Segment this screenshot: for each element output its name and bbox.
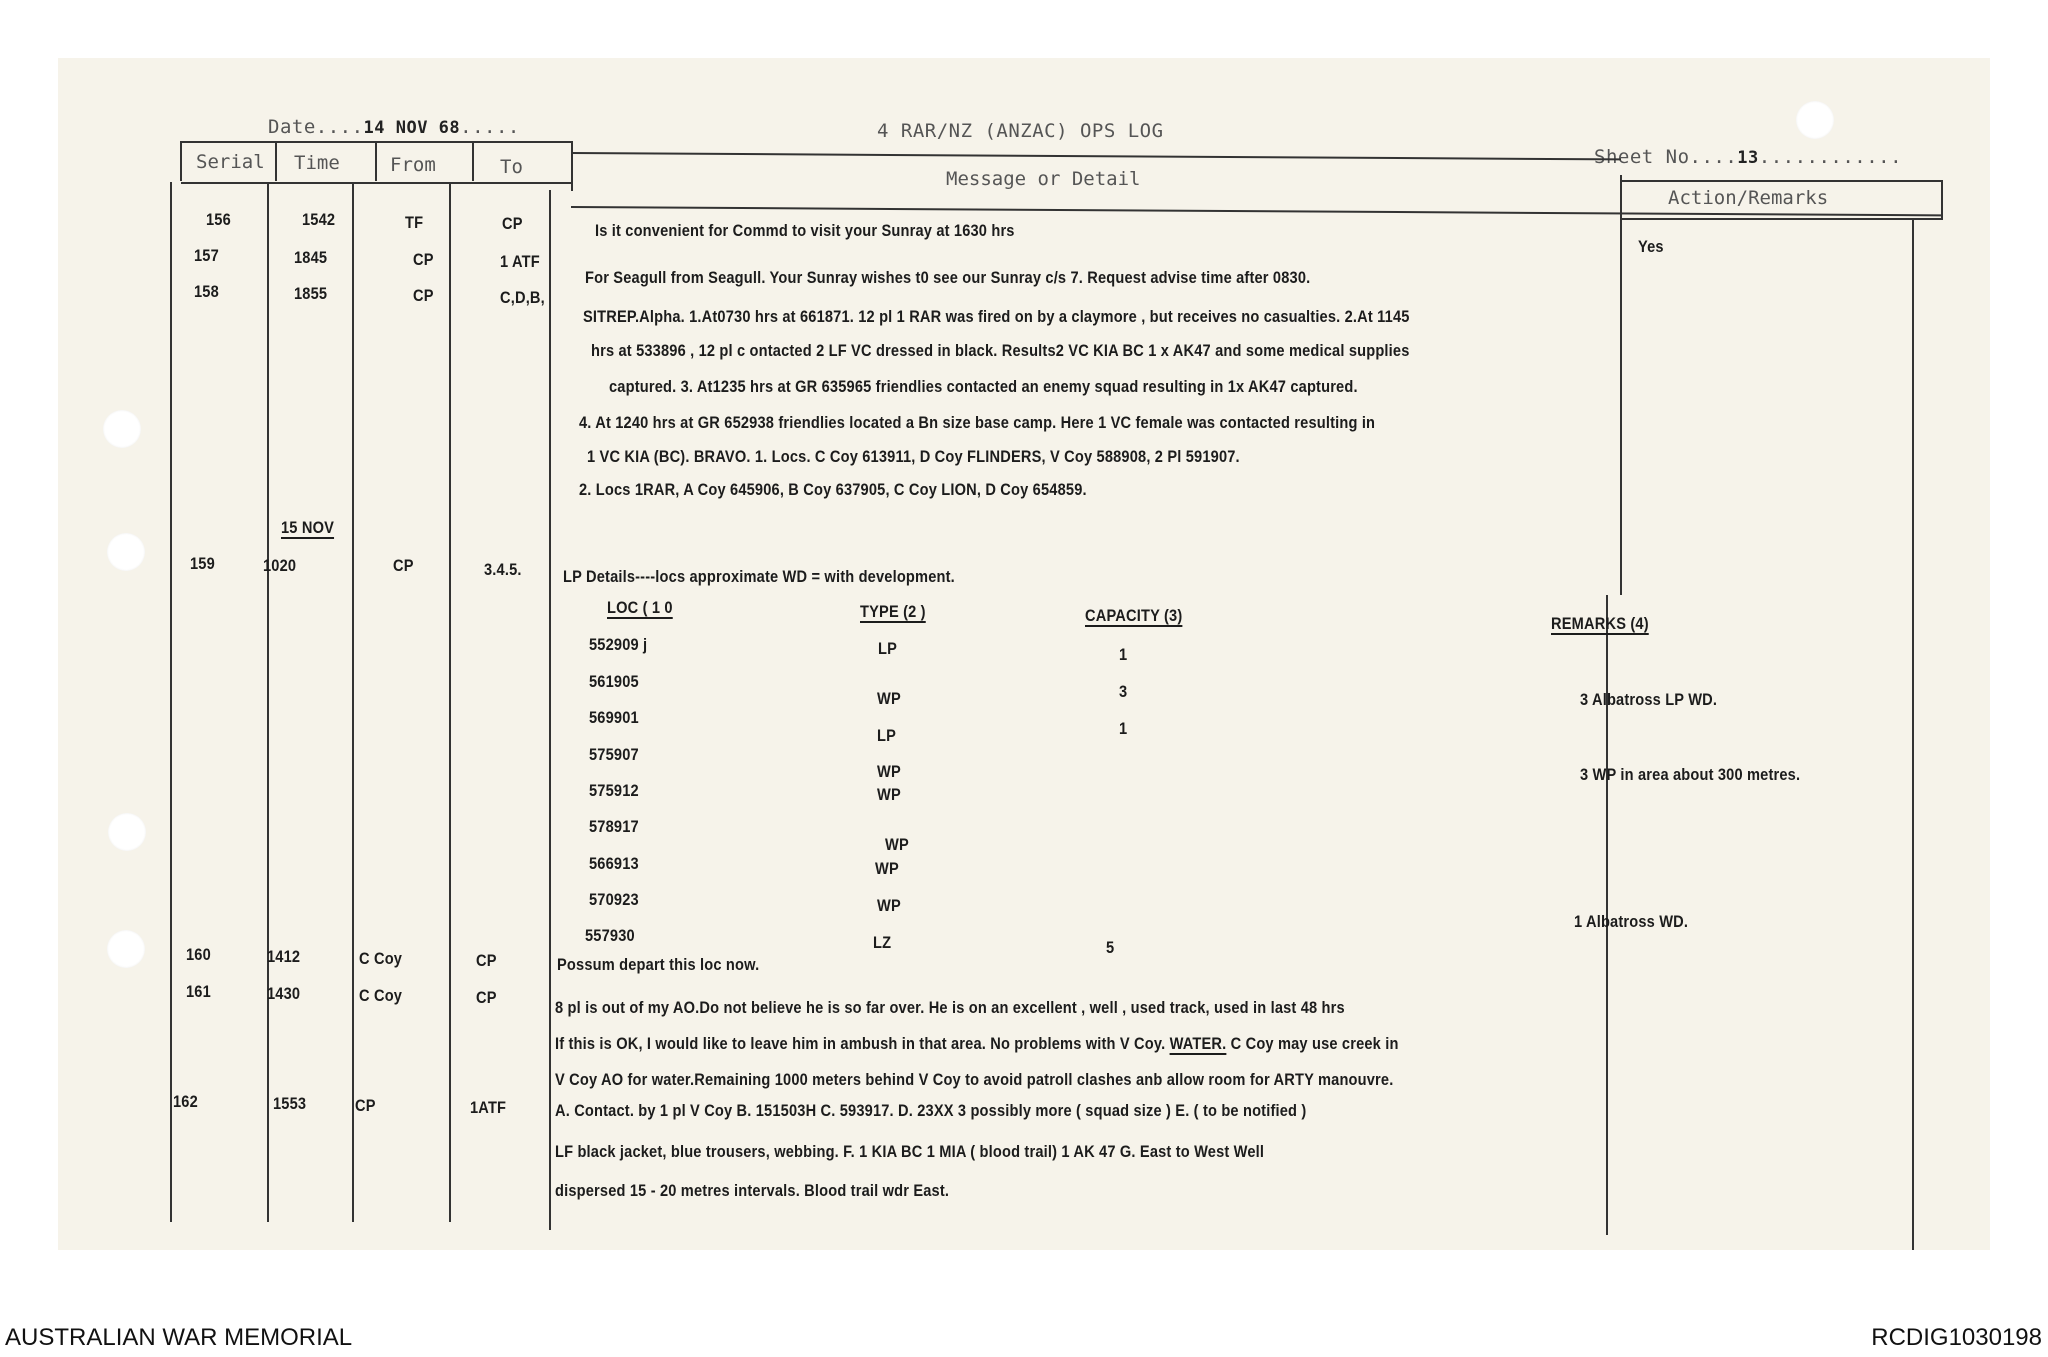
log-title: 4 RAR/NZ (ANZAC) OPS LOG: [877, 120, 1164, 142]
entry-time: 1430: [267, 984, 301, 1003]
punch-hole: [107, 930, 145, 968]
column-header-to: To: [500, 156, 523, 178]
sheet-number-field: [1594, 146, 1902, 168]
entry-serial: 162: [173, 1092, 198, 1111]
entry-message-line: Possum depart this loc now.: [557, 955, 760, 974]
entry-time: 1855: [294, 284, 328, 303]
entry-from: CP: [393, 556, 414, 575]
lp-header-remarks: REMARKS (4): [1551, 614, 1649, 633]
entry-from: TF: [405, 213, 424, 232]
entry-message-line: Is it convenient for Commd to visit your Sunray at 1630 hrs: [595, 221, 1015, 240]
col-divider: [267, 182, 269, 1222]
lp-type: LP: [878, 639, 898, 658]
entry-time: 1845: [294, 248, 328, 267]
entry-to: 1ATF: [470, 1098, 507, 1117]
entry-message-line: SITREP.Alpha. 1.At0730 hrs at 661871. 12 pl 1 RAR was fired on by a claymore , but receives no casualties. 2.At 1145: [583, 307, 1410, 326]
entry-time: 1020: [263, 556, 297, 575]
entry-message-line: A. Contact. by 1 pl V Coy B. 151503H C. 593917. D. 23XX 3 possibly more ( squad size ) E. ( to be notified ): [555, 1101, 1307, 1120]
lp-loc: 552909 j: [589, 635, 648, 654]
column-header-serial: Serial: [196, 151, 265, 173]
entry-serial: 161: [186, 982, 211, 1001]
entry-message-line: For Seagull from Seagull. Your Sunray wishes t0 see our Sunray c/s 7. Request advise time after 0830.: [585, 268, 1311, 287]
entry-time: 1542: [302, 210, 336, 229]
date-field: [268, 116, 520, 138]
punch-hole: [107, 533, 145, 571]
col-divider: [170, 182, 172, 1222]
sheet-trail: ............: [1758, 146, 1903, 168]
table-top-rule: [1620, 180, 1942, 182]
entry-from: C Coy: [359, 986, 403, 1005]
lp-loc: 570923: [589, 890, 639, 909]
lp-capacity: 5: [1106, 938, 1115, 957]
lp-capacity: 3: [1119, 682, 1128, 701]
entry-date-note: 15 NOV: [281, 518, 335, 537]
entry-serial: 158: [194, 282, 219, 301]
lp-loc: 557930: [585, 926, 635, 945]
entry-to: CP: [502, 214, 523, 233]
lp-capacity: 1: [1119, 645, 1128, 664]
lp-loc: 561905: [589, 672, 639, 691]
col-divider: [472, 141, 474, 181]
lp-loc: 575907: [589, 745, 639, 764]
col-divider: [549, 190, 551, 1230]
entry-message-line: 4. At 1240 hrs at GR 652938 friendlies located a Bn size base camp. Here 1 VC female was contacted resulting in: [579, 413, 1376, 432]
entry-serial: 157: [194, 246, 219, 265]
sheet-value: 13: [1737, 148, 1759, 168]
lp-header-loc: LOC ( 1 0: [607, 598, 673, 617]
entry-serial: 156: [206, 210, 231, 229]
punch-hole: [108, 813, 146, 851]
entry-from: C Coy: [359, 949, 403, 968]
entry-message-line: LP Details----locs approximate WD = with development.: [563, 567, 955, 586]
header-bottom-rule: [181, 182, 571, 184]
col-divider: [1620, 175, 1622, 595]
lp-type: WP: [877, 762, 901, 781]
entry-to: CP: [476, 988, 497, 1007]
lp-loc: 578917: [589, 817, 639, 836]
entry-message-text: If this is OK, I would like to leave him in ambush in that area. No problems with V Coy.: [555, 1034, 1166, 1053]
entry-from: CP: [413, 250, 434, 269]
water-underlined: WATER.: [1169, 1034, 1227, 1053]
lp-loc: 569901: [589, 708, 639, 727]
lp-type: WP: [877, 689, 901, 708]
lp-header-capacity: CAPACITY (3): [1085, 606, 1183, 625]
entry-serial: 160: [186, 945, 211, 964]
entry-message-line: hrs at 533896 , 12 pl c ontacted 2 LF VC dressed in black. Results2 VC KIA BC 1 x AK47 and some medical supplies: [591, 341, 1410, 360]
punch-hole: [1796, 101, 1834, 139]
column-header-message: Message or Detail: [946, 168, 1141, 190]
entry-message-line: V Coy AO for water.Remaining 1000 meters behind V Coy to avoid patroll clashes anb allow room for ARTY manouvre.: [555, 1070, 1394, 1089]
punch-hole: [103, 410, 141, 448]
date-label: Date....: [268, 116, 364, 138]
entry-message-line: 1 VC KIA (BC). BRAVO. 1. Locs. C Coy 613911, D Coy FLINDERS, V Coy 588908, 2 Pl 591907.: [587, 447, 1240, 466]
lp-type: WP: [875, 859, 899, 878]
entry-to: CP: [476, 951, 497, 970]
column-header-time: Time: [294, 152, 340, 174]
lp-type: LZ: [873, 933, 892, 952]
entry-from: CP: [355, 1096, 376, 1115]
col-divider: [375, 141, 377, 181]
header-bottom-rule: [1620, 218, 1942, 220]
lp-loc: 575912: [589, 781, 639, 800]
col-divider: [1912, 220, 1914, 1250]
col-divider: [352, 182, 354, 1222]
column-header-action: Action/Remarks: [1668, 187, 1829, 209]
lp-type: WP: [885, 835, 909, 854]
entry-remarks: Yes: [1638, 237, 1664, 256]
lp-remarks: 3 Albatross LP WD.: [1580, 690, 1718, 709]
lp-header-type: TYPE (2 ): [860, 602, 926, 621]
date-value: 14 NOV 68: [363, 118, 461, 138]
entry-to: 1 ATF: [500, 252, 540, 271]
entry-message-line: [555, 1034, 1399, 1054]
entry-message-line: LF black jacket, blue trousers, webbing. F. 1 KIA BC 1 MIA ( blood trail) 1 AK 47 G. East to West Well: [555, 1142, 1265, 1161]
col-divider: [571, 141, 573, 191]
sheet-label: Sheet No....: [1594, 146, 1738, 168]
entry-from: CP: [413, 286, 434, 305]
entry-serial: 159: [190, 554, 215, 573]
entry-message-line: 8 pl is out of my AO.Do not believe he is so far over. He is on an excellent , well , used track, used in last 48 hrs: [555, 998, 1345, 1017]
entry-time: 1553: [273, 1094, 307, 1113]
lp-remarks: 1 Albatross WD.: [1574, 912, 1689, 931]
col-divider: [1941, 180, 1943, 220]
entry-to: C,D,B,: [500, 288, 545, 307]
entry-time: 1412: [267, 947, 301, 966]
lp-type: WP: [877, 785, 901, 804]
col-divider: [275, 141, 277, 181]
column-header-from: From: [390, 154, 436, 176]
lp-capacity: 1: [1119, 719, 1128, 738]
col-divider: [449, 182, 451, 1222]
lp-loc: 566913: [589, 854, 639, 873]
footer-id: RCDIG1030198: [1871, 1324, 2042, 1351]
entry-message-line: captured. 3. At1235 hrs at GR 635965 friendlies contacted an enemy squad resulting in 1x AK47 captured.: [609, 377, 1358, 396]
entry-message-line: 2. Locs 1RAR, A Coy 645906, B Coy 637905, C Coy LION, D Coy 654859.: [579, 480, 1087, 499]
entry-message-text: C Coy may use creek in: [1230, 1034, 1399, 1053]
date-trail: .....: [460, 116, 520, 138]
footer-source: AUSTRALIAN WAR MEMORIAL: [5, 1324, 353, 1351]
entry-to: 3.4.5.: [484, 560, 522, 579]
lp-remarks: 3 WP in area about 300 metres.: [1580, 765, 1801, 784]
entry-message-line: dispersed 15 - 20 metres intervals. Blood trail wdr East.: [555, 1181, 950, 1200]
lp-type: WP: [877, 896, 901, 915]
col-divider: [180, 141, 182, 181]
lp-type: LP: [877, 726, 897, 745]
